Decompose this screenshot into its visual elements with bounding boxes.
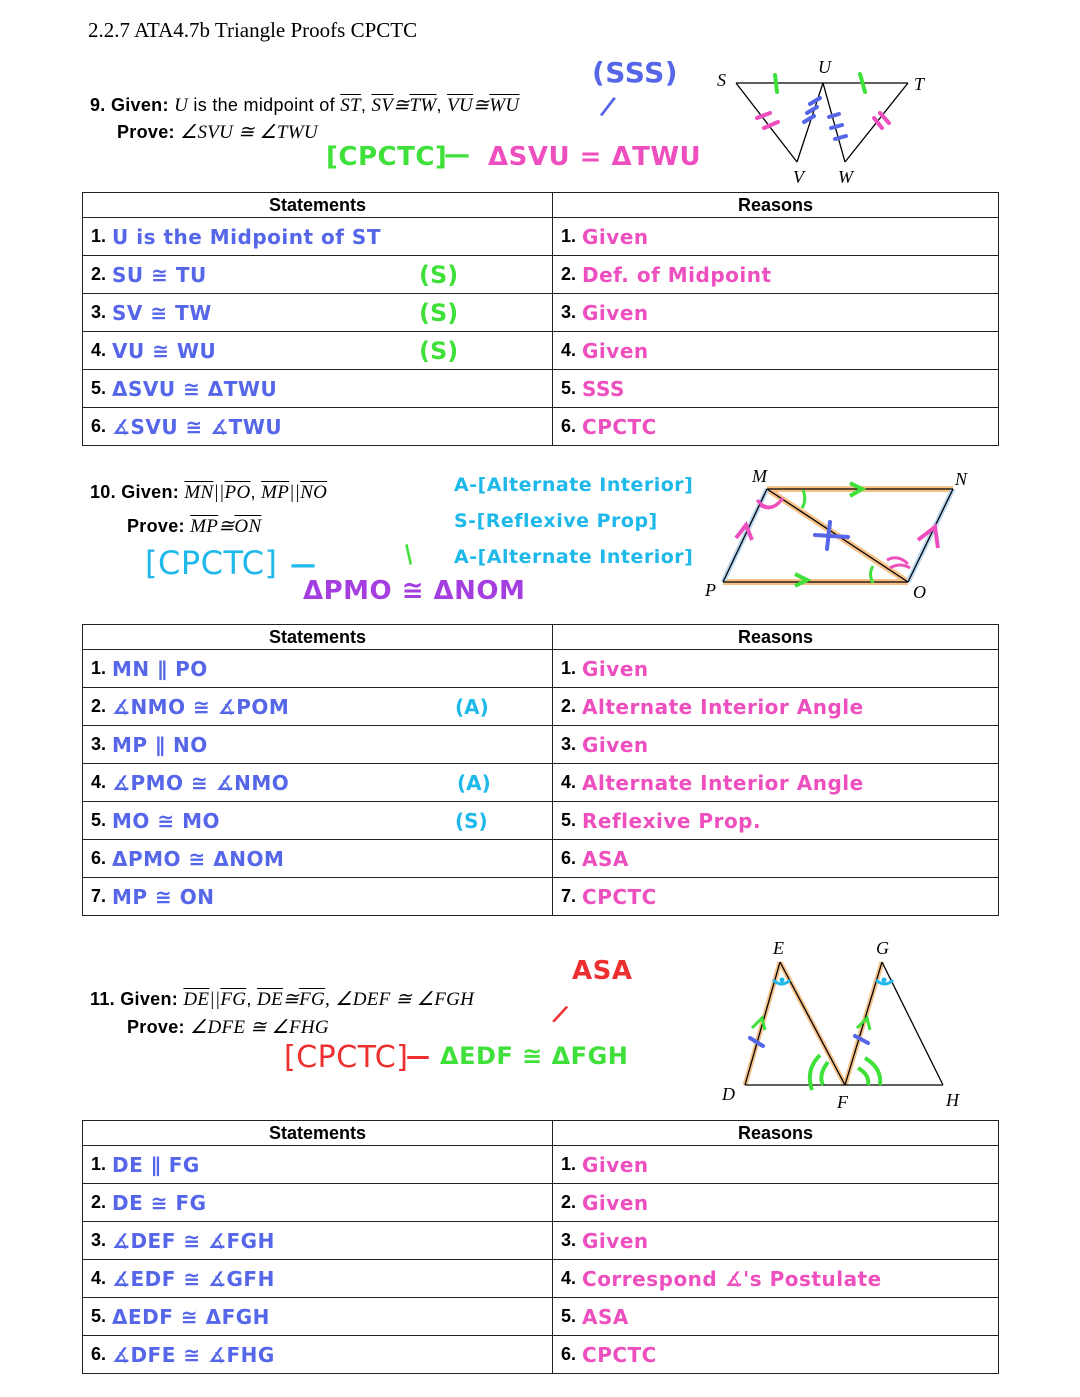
statement-text: ΔSVU ≅ ΔTWU: [112, 376, 278, 401]
statement-text: VU ≅ WU: [112, 338, 217, 363]
row-number: 3.: [91, 302, 107, 322]
annotation-alt-interior-1: A-[Alternate Interior]: [454, 474, 694, 496]
reason-text: CPCTC: [582, 884, 657, 909]
proof-table-11: [82, 1120, 999, 1374]
label-s: S: [717, 70, 726, 90]
row-number: 4.: [561, 340, 577, 360]
statement-text: MO ≅ MO: [112, 808, 221, 833]
row-number: 3.: [561, 1230, 577, 1250]
table-row: [83, 294, 999, 332]
table-row: [83, 1184, 999, 1222]
row-number: 7.: [91, 886, 107, 906]
row-number: 2.: [561, 1192, 577, 1212]
table-row: [83, 1260, 999, 1298]
label-e: E: [773, 938, 784, 958]
problem-11-prove: [127, 1016, 329, 1039]
reasons-header: Reasons: [553, 625, 999, 650]
row-number: 6.: [561, 416, 577, 436]
statement-text: SU ≅ TU: [112, 262, 207, 287]
row-number: 5.: [561, 1306, 577, 1326]
prove-label: Prove:: [127, 1017, 185, 1037]
method-annotation: ASA: [572, 956, 633, 986]
row-number: 1.: [561, 226, 577, 246]
segment-vu: $\overline{VU}$: [447, 95, 474, 116]
side-tag: (S): [419, 336, 459, 365]
problem-9-given: 9. Given: U is the midpoint of $\overline{ST}$, $\overline{SV}≅\overline{TW}$, $\overline{VU}≅\overline{WU}$: [90, 95, 520, 116]
annotation-alt-interior-2: A-[Alternate Interior]: [454, 546, 694, 568]
table-row: [83, 840, 999, 878]
row-number: 3.: [91, 1230, 107, 1250]
row-number: 1.: [561, 658, 577, 678]
given-label: Given:: [121, 482, 180, 502]
segment-wu: $\overline{WU}$: [489, 95, 520, 116]
row-number: 6.: [91, 848, 107, 868]
midpoint-text: is the midpoint of: [193, 95, 335, 115]
table-row: [83, 802, 999, 840]
cpctc-annotation: [CPCTC]: [326, 142, 448, 172]
segment-fg: $\overline{FG}$: [299, 989, 326, 1010]
row-number: 4.: [561, 1268, 577, 1288]
statements-header: Statements: [83, 625, 553, 650]
cpctc-annotation: [CPCTC]: [284, 1040, 409, 1075]
given-angles: ∠DEF ≅ ∠FGH: [335, 989, 475, 1010]
label-p: P: [705, 580, 716, 600]
parallel-symbol: ||: [209, 989, 221, 1010]
segment-mn: $\overline{MN}$: [184, 482, 214, 503]
row-number: 5.: [561, 810, 577, 830]
reason-text: CPCTC: [582, 1342, 657, 1367]
row-number: 6.: [91, 1344, 107, 1364]
reason-text: Alternate Interior Angle: [582, 770, 864, 795]
reason-text: Correspond ∡'s Postulate: [582, 1266, 882, 1291]
label-t: T: [914, 74, 925, 94]
row-number: 2.: [561, 696, 577, 716]
problem-number: 11.: [90, 989, 115, 1009]
table-row: [83, 688, 999, 726]
table-row: [83, 1336, 999, 1374]
annotation-dash: —: [406, 1042, 431, 1070]
table-row: [83, 218, 999, 256]
document-title: 2.2.7 ATA4.7b Triangle Proofs CPCTC: [88, 18, 418, 42]
proof-table-9: [82, 192, 999, 446]
table-row: [83, 726, 999, 764]
statement-text: DE ≅ FG: [112, 1190, 207, 1215]
segment-de: $\overline{DE}$: [183, 989, 210, 1010]
side-tag: (S): [455, 808, 488, 833]
label-n: N: [955, 469, 968, 489]
parallel-symbol: ||: [213, 482, 225, 503]
congruence-annotation: ΔEDF ≅ ΔFGH: [440, 1042, 629, 1070]
cpctc-annotation: [CPCTC]: [145, 544, 278, 582]
angle-tag: (A): [457, 770, 491, 795]
given-label: Given:: [110, 95, 169, 115]
label-g: G: [876, 938, 889, 958]
row-number: 1.: [91, 1154, 107, 1174]
prove-label: Prove:: [117, 122, 175, 142]
label-u: U: [818, 57, 831, 77]
statement-text: ∡SVU ≅ ∡TWU: [112, 414, 283, 439]
statement-text: ΔPMO ≅ ΔNOM: [112, 846, 285, 871]
reason-text: Given: [582, 224, 649, 249]
table-row: [83, 1222, 999, 1260]
row-number: 5.: [91, 1306, 107, 1326]
row-number: 4.: [561, 772, 577, 792]
label-w: W: [838, 167, 853, 187]
row-number: 5.: [91, 810, 107, 830]
side-tag: (S): [419, 260, 459, 289]
problem-10-given: 10. Given: $\overline{MN}||\overline{PO}$, $\overline{MP}||\overline{NO}$: [90, 482, 328, 503]
row-number: 1.: [91, 226, 107, 246]
problem-number: 9.: [90, 95, 106, 115]
row-number: 1.: [91, 658, 107, 678]
congruent-symbol: ≅: [218, 516, 235, 537]
segment-tw: $\overline{TW}$: [409, 95, 437, 116]
reason-text: ASA: [582, 846, 629, 871]
problem-11-given: 11. Given: $\overline{DE}||\overline{FG}$, $\overline{DE}≅\overline{FG}$, ∠DEF ≅ ∠FGH: [90, 989, 475, 1010]
annotation-dash: —: [290, 550, 317, 580]
prove-statement: ∠SVU ≅ ∠TWU: [180, 122, 318, 143]
triangles-diagram-defgh: [710, 930, 980, 1120]
method-annotation: (SSS): [592, 56, 679, 89]
triangle-diagram-svutw: [700, 50, 940, 190]
congruence-annotation: ΔPMO ≅ ΔNOM: [303, 576, 526, 606]
row-number: 1.: [561, 1154, 577, 1174]
label-d: D: [722, 1084, 735, 1104]
reasons-header: Reasons: [553, 193, 999, 218]
parallelogram-diagram-mnop: [690, 460, 990, 610]
label-v: V: [793, 167, 804, 187]
row-number: 3.: [561, 302, 577, 322]
given-label: Given:: [120, 989, 179, 1009]
statement-text: U is the Midpoint of ST: [112, 224, 381, 249]
row-number: 3.: [91, 734, 107, 754]
row-number: 5.: [561, 378, 577, 398]
label-m: M: [752, 466, 767, 486]
row-number: 6.: [91, 416, 107, 436]
reason-text: Given: [582, 1152, 649, 1177]
reason-text: Alternate Interior Angle: [582, 694, 864, 719]
segment-sv: $\overline{SV}$: [371, 95, 394, 116]
row-number: 6.: [561, 848, 577, 868]
table-row: [83, 650, 999, 688]
row-number: 4.: [91, 772, 107, 792]
reason-text: Given: [582, 300, 649, 325]
statement-text: ∡NMO ≅ ∡POM: [112, 694, 290, 719]
parallel-symbol: ||: [289, 482, 301, 503]
row-number: 6.: [561, 1344, 577, 1364]
statement-text: ∡DFE ≅ ∡FHG: [112, 1342, 275, 1367]
annotation-slash: /: [598, 91, 618, 123]
table-row: [83, 256, 999, 294]
row-number: 3.: [561, 734, 577, 754]
statement-text: MP ≅ ON: [112, 884, 215, 909]
row-number: 2.: [561, 264, 577, 284]
problem-number: 10.: [90, 482, 116, 502]
reason-text: Reflexive Prop.: [582, 808, 762, 833]
reason-text: Given: [582, 732, 649, 757]
row-number: 7.: [561, 886, 577, 906]
reason-text: Def. of Midpoint: [582, 262, 772, 287]
reason-text: Given: [582, 1228, 649, 1253]
statement-text: SV ≅ TW: [112, 300, 212, 325]
annotation-dash: —: [444, 140, 471, 170]
label-f: F: [837, 1092, 848, 1112]
statements-header: Statements: [83, 1121, 553, 1146]
annotation-reflexive: S-[Reflexive Prop]: [454, 510, 658, 532]
segment-st: $\overline{ST}$: [340, 95, 361, 116]
segment-de: $\overline{DE}$: [256, 989, 283, 1010]
row-number: 2.: [91, 1192, 107, 1212]
reason-text: Given: [582, 338, 649, 363]
segment-on: $\overline{ON}$: [234, 516, 262, 537]
reason-text: Given: [582, 656, 649, 681]
row-number: 2.: [91, 696, 107, 716]
reason-text: ASA: [582, 1304, 629, 1329]
reason-text: CPCTC: [582, 414, 657, 439]
problem-10-prove: [127, 515, 261, 538]
reasons-header: Reasons: [553, 1121, 999, 1146]
segment-mp: $\overline{MP}$: [261, 482, 290, 503]
statements-header: Statements: [83, 193, 553, 218]
congruent-symbol: ≅: [282, 989, 300, 1010]
annotation-slash: /: [397, 539, 420, 569]
prove-label: Prove:: [127, 516, 185, 536]
row-number: 5.: [91, 378, 107, 398]
table-row: [83, 764, 999, 802]
table-row: [83, 1146, 999, 1184]
row-number: 2.: [91, 264, 107, 284]
point-u: U: [174, 95, 189, 116]
statement-text: ∡PMO ≅ ∡NMO: [112, 770, 290, 795]
statement-text: MP ∥ NO: [112, 732, 208, 757]
table-row: [83, 878, 999, 916]
statement-text: MN ∥ PO: [112, 656, 208, 681]
problem-9-prove: [117, 121, 318, 144]
prove-statement: ∠DFE ≅ ∠FHG: [190, 1017, 329, 1038]
proof-table-10: [82, 624, 999, 916]
statement-text: ∡DEF ≅ ∡FGH: [112, 1228, 275, 1253]
congruence-annotation: ΔSVU = ΔTWU: [488, 142, 702, 172]
statement-text: DE ∥ FG: [112, 1152, 200, 1177]
table-row: [83, 332, 999, 370]
segment-mp: $\overline{MP}$: [190, 516, 219, 537]
row-number: 4.: [91, 1268, 107, 1288]
row-number: 4.: [91, 340, 107, 360]
reason-text: Given: [582, 1190, 649, 1215]
annotation-slash: /: [550, 999, 571, 1029]
label-o: O: [913, 582, 926, 602]
statement-text: ∡EDF ≅ ∡GFH: [112, 1266, 275, 1291]
segment-po: $\overline{PO}$: [224, 482, 251, 503]
segment-no: $\overline{NO}$: [300, 482, 328, 503]
table-row: [83, 408, 999, 446]
table-row: [83, 370, 999, 408]
table-row: [83, 1298, 999, 1336]
statement-text: ΔEDF ≅ ΔFGH: [112, 1304, 270, 1329]
side-tag: (S): [419, 298, 459, 327]
angle-tag: (A): [455, 694, 489, 719]
segment-fg: $\overline{FG}$: [220, 989, 247, 1010]
reason-text: SSS: [582, 376, 625, 401]
label-h: H: [946, 1090, 959, 1110]
